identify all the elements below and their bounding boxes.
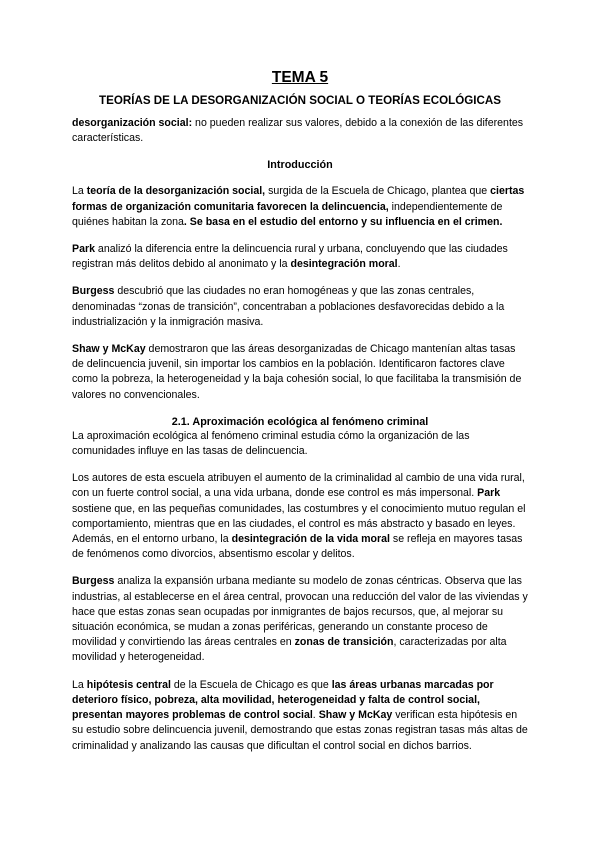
document-subtitle: TEORÍAS DE LA DESORGANIZACIÓN SOCIAL O TEORÍAS ECOLÓGICAS <box>99 94 501 107</box>
section-paragraph-1: La aproximación ecológica al fenómeno criminal estudia cómo la organización de las comunidades influye en las tasas de delincuencia. <box>72 429 470 458</box>
section-paragraph-3: Burgess analiza la expansión urbana mediante su modelo de zonas céntricas. Observa que las industrias, al establecerse en el área central, provocan una reducción del valor de las viviendas y hace que estas zonas sean ocupadas por inmigrantes de bajos recursos, que, al mejorar su situación económica, se mudan a zonas periféricas, generando un constante proceso de movilidad y convirtiendo las áreas centrales en zonas de transición, caracterizadas por alta movilidad y heterogeneidad. <box>72 575 528 664</box>
definition-paragraph: desorganización social: no pueden realizar sus valores, debido a la conexión de las diferentes características. <box>72 117 524 145</box>
section-paragraph-2: Los autores de esta escuela atribuyen el aumento de la criminalidad al cambio de una vida rural, con un fuerte control social, a una vida urbana, donde ese control es más impersonal. Park sostiene que, en las pequeñas comunidades, las costumbres y el conocimiento mutuo regulan el comportamiento, mientras que en las ciudades, el control es más abstracto y basado en leyes. Además, en el entorno urbano, la desintegración de la vida moral se refleja en mayores tasas de fenómenos como divorcios, absentismo escolar y delitos. <box>72 472 526 561</box>
intro-paragraph-2: Park analizó la diferencia entre la delincuencia rural y urbana, concluyendo que las ciudades registran más delitos debido al anonimato y la desintegración moral. <box>72 243 508 271</box>
section-paragraph-4: La hipótesis central de la Escuela de Chicago es que las áreas urbanas marcadas por deterioro físico, pobreza, alta movilidad, heterogeneidad y falta de control social, presentan mayores problemas de control social. Shaw y McKay verifican esta hipótesis en su estudio sobre delincuencia juvenil, demostrando que estas zonas registran tasas más altas de criminalidad y analizando las causas que dificultan el control social en dichos barrios. <box>72 678 528 752</box>
section-heading: 2.1. Aproximación ecológica al fenómeno criminal <box>171 415 429 428</box>
definition-term: desorganización social: <box>72 117 193 129</box>
intro-paragraph-1: La teoría de la desorganización social, surgida de la Escuela de Chicago, plantea que ciertas formas de organización comunitaria favorecen la delincuencia, independientemente de quiénes habitan la zona. Se basa en el estudio del entorno y su influencia en el crimen. <box>72 185 525 228</box>
document-title: TEMA 5 <box>271 69 329 86</box>
intro-paragraph-3: Burgess descubrió que las ciudades no eran homogéneas y que las zonas centrales, denominadas “zonas de transición”, concentraban a poblaciones desfavorecidas debido a la industrialización y la inmigración masiva. <box>72 285 505 328</box>
intro-paragraph-4: Shaw y McKay demostraron que las áreas desorganizadas de Chicago mantenían altas tasas de delincuencia juvenil, sin importar los cambios en la población. Identificaron factores clave como la pobreza, la heterogeneidad y la baja cohesión social, lo que facilitaba la transmisión de valores no convencionales. <box>72 343 522 401</box>
intro-heading: Introducción <box>267 159 333 172</box>
